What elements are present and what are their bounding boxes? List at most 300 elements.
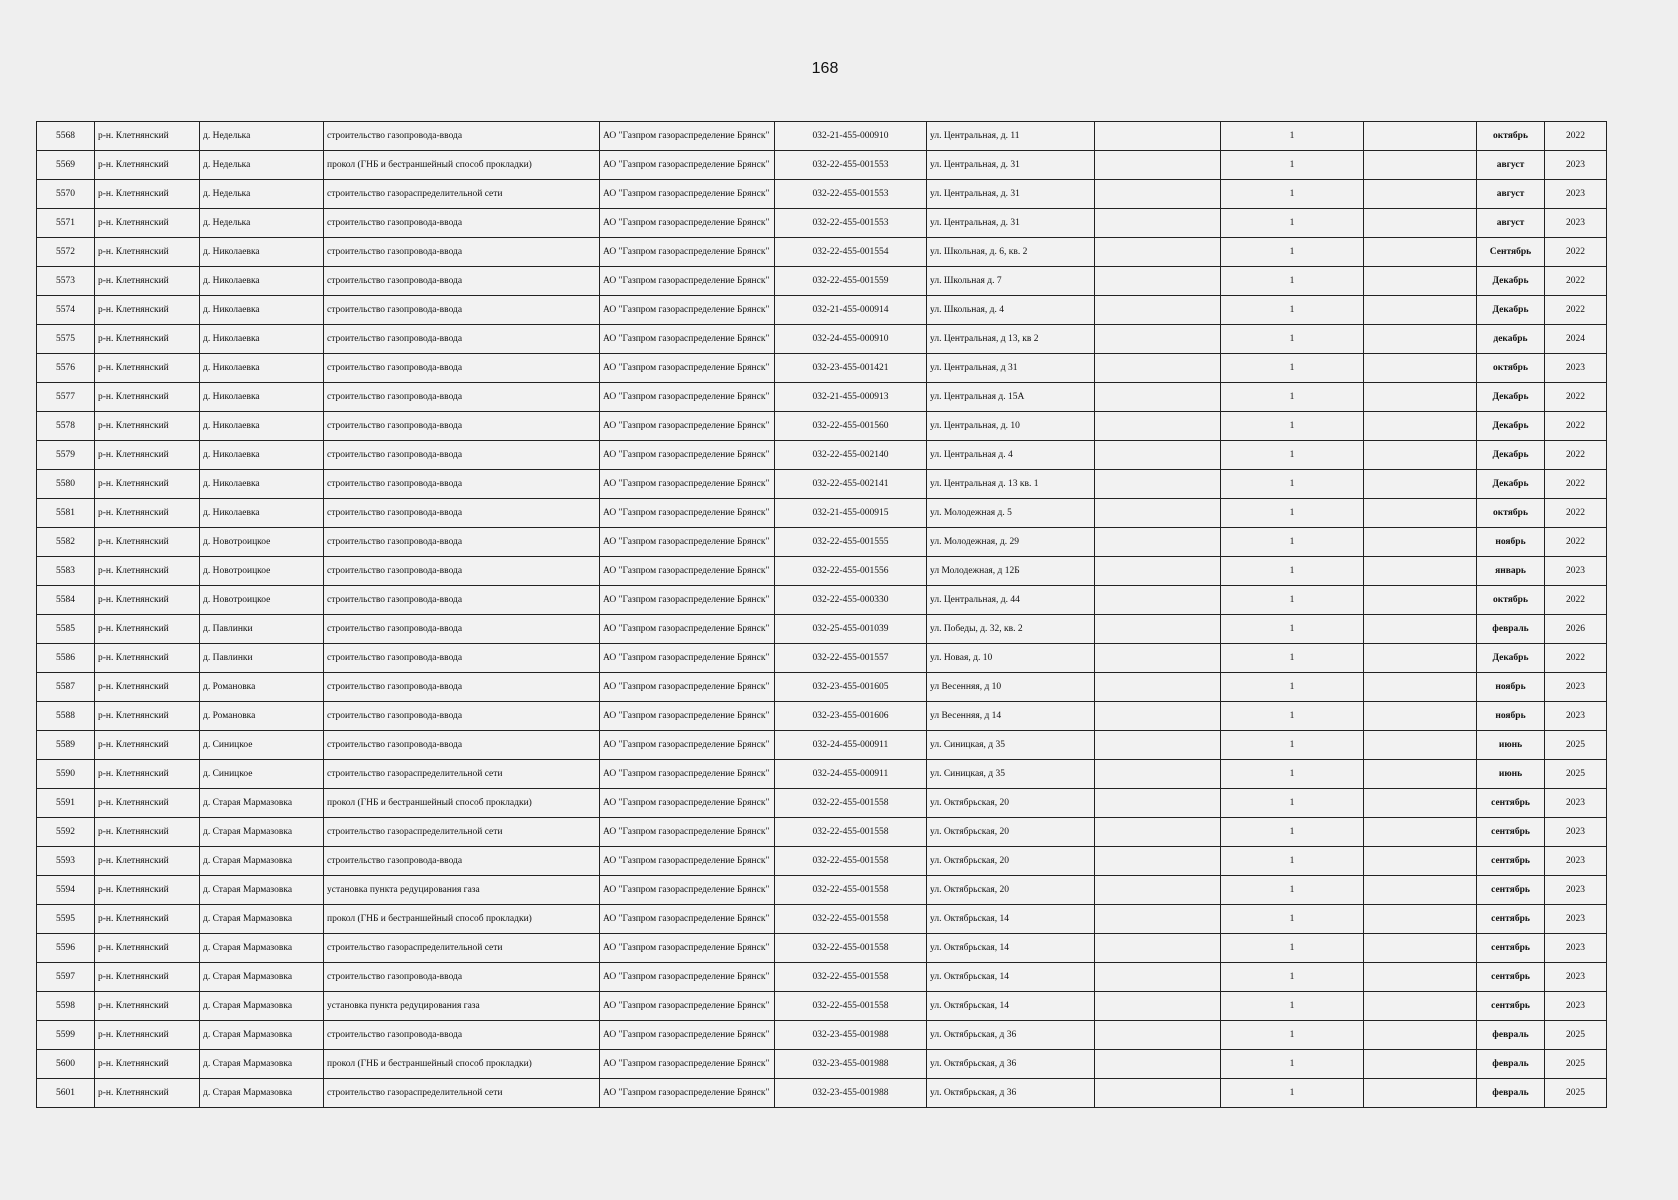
cell-code: 032-22-455-001558 — [775, 818, 927, 847]
cell-month: август — [1477, 151, 1545, 180]
cell-empty1 — [1095, 267, 1221, 296]
cell-address: ул. Октябрьская, 20 — [927, 789, 1095, 818]
cell-settlement: д. Старая Мармазовка — [200, 818, 324, 847]
cell-empty1 — [1095, 441, 1221, 470]
cell-count: 1 — [1221, 209, 1364, 238]
cell-num: 5592 — [37, 818, 95, 847]
cell-address: ул. Центральная, д. 31 — [927, 209, 1095, 238]
cell-empty2 — [1364, 731, 1477, 760]
cell-settlement: д. Павлинки — [200, 644, 324, 673]
cell-month: сентябрь — [1477, 789, 1545, 818]
cell-empty2 — [1364, 441, 1477, 470]
cell-year: 2022 — [1545, 296, 1607, 325]
cell-settlement: д. Старая Мармазовка — [200, 905, 324, 934]
cell-organization: АО "Газпром газораспределение Брянск" — [600, 876, 775, 905]
cell-count: 1 — [1221, 586, 1364, 615]
cell-settlement: д. Старая Мармазовка — [200, 963, 324, 992]
cell-num: 5577 — [37, 383, 95, 412]
cell-empty2 — [1364, 267, 1477, 296]
cell-month: октябрь — [1477, 499, 1545, 528]
cell-work: строительство газопровода-ввода — [324, 615, 600, 644]
cell-organization: АО "Газпром газораспределение Брянск" — [600, 383, 775, 412]
cell-code: 032-22-455-001554 — [775, 238, 927, 267]
table-row — [37, 238, 1607, 267]
cell-organization: АО "Газпром газораспределение Брянск" — [600, 905, 775, 934]
cell-organization: АО "Газпром газораспределение Брянск" — [600, 644, 775, 673]
table-row — [37, 151, 1607, 180]
cell-count: 1 — [1221, 528, 1364, 557]
cell-num: 5595 — [37, 905, 95, 934]
cell-empty1 — [1095, 702, 1221, 731]
cell-num: 5596 — [37, 934, 95, 963]
cell-settlement: д. Старая Мармазовка — [200, 1079, 324, 1108]
cell-work: строительство газопровода-ввода — [324, 557, 600, 586]
cell-month: сентябрь — [1477, 876, 1545, 905]
cell-count: 1 — [1221, 847, 1364, 876]
cell-organization: АО "Газпром газораспределение Брянск" — [600, 470, 775, 499]
cell-month: июнь — [1477, 760, 1545, 789]
cell-count: 1 — [1221, 499, 1364, 528]
cell-work: установка пункта редуцирования газа — [324, 992, 600, 1021]
cell-code: 032-21-455-000915 — [775, 499, 927, 528]
cell-address: ул. Победы, д. 32, кв. 2 — [927, 615, 1095, 644]
cell-organization: АО "Газпром газораспределение Брянск" — [600, 528, 775, 557]
cell-district: р-н. Клетнянский — [95, 499, 200, 528]
cell-address: ул. Новая, д. 10 — [927, 644, 1095, 673]
cell-count: 1 — [1221, 180, 1364, 209]
cell-work: установка пункта редуцирования газа — [324, 876, 600, 905]
page-number: 168 — [811, 60, 839, 77]
cell-month: сентябрь — [1477, 934, 1545, 963]
cell-month: сентябрь — [1477, 847, 1545, 876]
cell-address: ул. Октябрьская, 14 — [927, 963, 1095, 992]
cell-code: 032-24-455-000911 — [775, 731, 927, 760]
cell-district: р-н. Клетнянский — [95, 702, 200, 731]
cell-year: 2022 — [1545, 238, 1607, 267]
cell-num: 5578 — [37, 412, 95, 441]
cell-code: 032-22-455-001559 — [775, 267, 927, 296]
cell-num: 5581 — [37, 499, 95, 528]
cell-district: р-н. Клетнянский — [95, 151, 200, 180]
cell-settlement: д. Старая Мармазовка — [200, 789, 324, 818]
cell-year: 2022 — [1545, 499, 1607, 528]
cell-code: 032-21-455-000913 — [775, 383, 927, 412]
cell-work: строительство газопровода-ввода — [324, 528, 600, 557]
cell-work: строительство газопровода-ввода — [324, 702, 600, 731]
cell-address: ул. Центральная, д. 10 — [927, 412, 1095, 441]
cell-code: 032-22-455-001557 — [775, 644, 927, 673]
cell-count: 1 — [1221, 673, 1364, 702]
cell-district: р-н. Клетнянский — [95, 905, 200, 934]
cell-work: строительство газопровода-ввода — [324, 963, 600, 992]
cell-district: р-н. Клетнянский — [95, 760, 200, 789]
cell-count: 1 — [1221, 383, 1364, 412]
cell-num: 5587 — [37, 673, 95, 702]
cell-code: 032-22-455-001558 — [775, 905, 927, 934]
cell-settlement: д. Старая Мармазовка — [200, 876, 324, 905]
cell-settlement: д. Старая Мармазовка — [200, 847, 324, 876]
cell-num: 5601 — [37, 1079, 95, 1108]
cell-address: ул. Центральная д. 15А — [927, 383, 1095, 412]
cell-count: 1 — [1221, 325, 1364, 354]
cell-year: 2026 — [1545, 615, 1607, 644]
cell-empty1 — [1095, 818, 1221, 847]
cell-year: 2022 — [1545, 383, 1607, 412]
cell-month: июнь — [1477, 731, 1545, 760]
cell-work: прокол (ГНБ и бестраншейный способ прокладки) — [324, 789, 600, 818]
cell-empty1 — [1095, 528, 1221, 557]
table-row — [37, 876, 1607, 905]
table-row — [37, 673, 1607, 702]
cell-settlement: д. Николаевка — [200, 296, 324, 325]
cell-district: р-н. Клетнянский — [95, 441, 200, 470]
table-row — [37, 702, 1607, 731]
cell-work: строительство газопровода-ввода — [324, 209, 600, 238]
cell-settlement: д. Синицкое — [200, 760, 324, 789]
cell-settlement: д. Старая Мармазовка — [200, 1021, 324, 1050]
cell-month: октябрь — [1477, 586, 1545, 615]
cell-district: р-н. Клетнянский — [95, 586, 200, 615]
cell-num: 5586 — [37, 644, 95, 673]
cell-month: февраль — [1477, 615, 1545, 644]
cell-code: 032-22-455-001556 — [775, 557, 927, 586]
cell-organization: АО "Газпром газораспределение Брянск" — [600, 412, 775, 441]
cell-empty1 — [1095, 209, 1221, 238]
cell-empty1 — [1095, 644, 1221, 673]
cell-work: прокол (ГНБ и бестраншейный способ прокладки) — [324, 151, 600, 180]
cell-month: август — [1477, 180, 1545, 209]
cell-year: 2024 — [1545, 325, 1607, 354]
cell-month: декабрь — [1477, 325, 1545, 354]
cell-settlement: д. Романовка — [200, 702, 324, 731]
cell-empty2 — [1364, 296, 1477, 325]
cell-empty1 — [1095, 499, 1221, 528]
cell-num: 5589 — [37, 731, 95, 760]
cell-code: 032-21-455-000914 — [775, 296, 927, 325]
cell-num: 5584 — [37, 586, 95, 615]
cell-num: 5588 — [37, 702, 95, 731]
cell-count: 1 — [1221, 412, 1364, 441]
cell-organization: АО "Газпром газораспределение Брянск" — [600, 267, 775, 296]
cell-district: р-н. Клетнянский — [95, 992, 200, 1021]
cell-organization: АО "Газпром газораспределение Брянск" — [600, 209, 775, 238]
cell-work: строительство газопровода-ввода — [324, 296, 600, 325]
cell-organization: АО "Газпром газораспределение Брянск" — [600, 1079, 775, 1108]
cell-address: ул. Центральная, д. 31 — [927, 180, 1095, 209]
cell-count: 1 — [1221, 557, 1364, 586]
cell-address: ул. Центральная, д 13, кв 2 — [927, 325, 1095, 354]
cell-num: 5569 — [37, 151, 95, 180]
cell-month: сентябрь — [1477, 818, 1545, 847]
table-row — [37, 441, 1607, 470]
cell-num: 5570 — [37, 180, 95, 209]
cell-address: ул. Центральная, д. 44 — [927, 586, 1095, 615]
cell-month: Декабрь — [1477, 412, 1545, 441]
cell-settlement: д. Старая Мармазовка — [200, 992, 324, 1021]
cell-code: 032-22-455-002141 — [775, 470, 927, 499]
table-row — [37, 470, 1607, 499]
cell-empty2 — [1364, 499, 1477, 528]
table-row — [37, 267, 1607, 296]
cell-count: 1 — [1221, 702, 1364, 731]
cell-code: 032-24-455-000911 — [775, 760, 927, 789]
cell-empty1 — [1095, 1050, 1221, 1079]
table-row — [37, 847, 1607, 876]
cell-month: сентябрь — [1477, 992, 1545, 1021]
cell-empty1 — [1095, 238, 1221, 267]
table-row — [37, 963, 1607, 992]
cell-code: 032-22-455-001553 — [775, 209, 927, 238]
cell-address: ул Молодежная, д 12Б — [927, 557, 1095, 586]
cell-empty2 — [1364, 383, 1477, 412]
cell-empty2 — [1364, 702, 1477, 731]
cell-settlement: д. Николаевка — [200, 383, 324, 412]
cell-month: сентябрь — [1477, 963, 1545, 992]
cell-num: 5590 — [37, 760, 95, 789]
cell-organization: АО "Газпром газораспределение Брянск" — [600, 963, 775, 992]
cell-empty1 — [1095, 383, 1221, 412]
cell-organization: АО "Газпром газораспределение Брянск" — [600, 151, 775, 180]
cell-num: 5568 — [37, 122, 95, 151]
cell-address: ул. Октябрьская, 20 — [927, 818, 1095, 847]
cell-code: 032-23-455-001605 — [775, 673, 927, 702]
cell-empty1 — [1095, 731, 1221, 760]
cell-year: 2025 — [1545, 1079, 1607, 1108]
cell-count: 1 — [1221, 905, 1364, 934]
cell-code: 032-22-455-001553 — [775, 151, 927, 180]
cell-year: 2023 — [1545, 934, 1607, 963]
cell-num: 5576 — [37, 354, 95, 383]
cell-code: 032-22-455-001558 — [775, 992, 927, 1021]
cell-settlement: д. Николаевка — [200, 412, 324, 441]
cell-num: 5583 — [37, 557, 95, 586]
cell-month: февраль — [1477, 1021, 1545, 1050]
cell-month: октябрь — [1477, 122, 1545, 151]
cell-address: ул. Октябрьская, 14 — [927, 905, 1095, 934]
cell-year: 2023 — [1545, 876, 1607, 905]
cell-count: 1 — [1221, 934, 1364, 963]
cell-year: 2023 — [1545, 992, 1607, 1021]
table-row — [37, 760, 1607, 789]
cell-work: строительство газопровода-ввода — [324, 673, 600, 702]
cell-organization: АО "Газпром газораспределение Брянск" — [600, 789, 775, 818]
cell-district: р-н. Клетнянский — [95, 209, 200, 238]
cell-empty1 — [1095, 615, 1221, 644]
cell-num: 5579 — [37, 441, 95, 470]
cell-empty1 — [1095, 470, 1221, 499]
cell-month: октябрь — [1477, 354, 1545, 383]
cell-empty2 — [1364, 238, 1477, 267]
cell-month: Декабрь — [1477, 441, 1545, 470]
cell-count: 1 — [1221, 1050, 1364, 1079]
cell-code: 032-23-455-001988 — [775, 1079, 927, 1108]
cell-num: 5591 — [37, 789, 95, 818]
cell-count: 1 — [1221, 615, 1364, 644]
cell-address: ул. Молодежная д. 5 — [927, 499, 1095, 528]
table-row — [37, 122, 1607, 151]
cell-empty2 — [1364, 934, 1477, 963]
cell-district: р-н. Клетнянский — [95, 412, 200, 441]
cell-empty1 — [1095, 151, 1221, 180]
cell-district: р-н. Клетнянский — [95, 1050, 200, 1079]
cell-settlement: д. Николаевка — [200, 470, 324, 499]
table-row — [37, 934, 1607, 963]
cell-district: р-н. Клетнянский — [95, 615, 200, 644]
table-row — [37, 1050, 1607, 1079]
table-row — [37, 412, 1607, 441]
table-row — [37, 992, 1607, 1021]
cell-address: ул. Центральная д. 13 кв. 1 — [927, 470, 1095, 499]
cell-empty1 — [1095, 1021, 1221, 1050]
cell-empty2 — [1364, 180, 1477, 209]
cell-code: 032-23-455-001988 — [775, 1050, 927, 1079]
cell-district: р-н. Клетнянский — [95, 528, 200, 557]
cell-address: ул. Октябрьская, 20 — [927, 876, 1095, 905]
cell-address: ул Весенняя, д 10 — [927, 673, 1095, 702]
cell-address: ул. Школьная д. 7 — [927, 267, 1095, 296]
cell-empty2 — [1364, 557, 1477, 586]
cell-count: 1 — [1221, 441, 1364, 470]
cell-address: ул. Центральная, д 31 — [927, 354, 1095, 383]
cell-address: ул. Октябрьская, д 36 — [927, 1079, 1095, 1108]
cell-count: 1 — [1221, 992, 1364, 1021]
cell-organization: АО "Газпром газораспределение Брянск" — [600, 1021, 775, 1050]
cell-month: февраль — [1477, 1050, 1545, 1079]
cell-count: 1 — [1221, 1021, 1364, 1050]
cell-empty1 — [1095, 557, 1221, 586]
cell-work: строительство газопровода-ввода — [324, 122, 600, 151]
cell-district: р-н. Клетнянский — [95, 267, 200, 296]
cell-code: 032-22-455-000330 — [775, 586, 927, 615]
cell-year: 2025 — [1545, 1021, 1607, 1050]
cell-organization: АО "Газпром газораспределение Брянск" — [600, 296, 775, 325]
cell-empty1 — [1095, 122, 1221, 151]
cell-code: 032-23-455-001606 — [775, 702, 927, 731]
cell-district: р-н. Клетнянский — [95, 1021, 200, 1050]
cell-address: ул. Школьная, д. 4 — [927, 296, 1095, 325]
cell-settlement: д. Николаевка — [200, 325, 324, 354]
cell-empty2 — [1364, 905, 1477, 934]
cell-empty1 — [1095, 760, 1221, 789]
table-row — [37, 731, 1607, 760]
cell-count: 1 — [1221, 876, 1364, 905]
cell-settlement: д. Николаевка — [200, 354, 324, 383]
cell-count: 1 — [1221, 151, 1364, 180]
cell-num: 5598 — [37, 992, 95, 1021]
cell-organization: АО "Газпром газораспределение Брянск" — [600, 760, 775, 789]
cell-organization: АО "Газпром газораспределение Брянск" — [600, 238, 775, 267]
cell-empty2 — [1364, 963, 1477, 992]
cell-work: строительство газопровода-ввода — [324, 354, 600, 383]
cell-year: 2022 — [1545, 412, 1607, 441]
cell-organization: АО "Газпром газораспределение Брянск" — [600, 499, 775, 528]
cell-empty1 — [1095, 296, 1221, 325]
table-row — [37, 818, 1607, 847]
cell-num: 5593 — [37, 847, 95, 876]
cell-empty2 — [1364, 1079, 1477, 1108]
cell-code: 032-22-455-002140 — [775, 441, 927, 470]
cell-empty1 — [1095, 673, 1221, 702]
cell-year: 2023 — [1545, 209, 1607, 238]
cell-organization: АО "Газпром газораспределение Брянск" — [600, 180, 775, 209]
cell-district: р-н. Клетнянский — [95, 818, 200, 847]
cell-work: строительство газопровода-ввода — [324, 383, 600, 412]
cell-num: 5571 — [37, 209, 95, 238]
cell-year: 2023 — [1545, 180, 1607, 209]
cell-work: строительство газопровода-ввода — [324, 238, 600, 267]
cell-year: 2023 — [1545, 963, 1607, 992]
cell-count: 1 — [1221, 354, 1364, 383]
cell-code: 032-25-455-001039 — [775, 615, 927, 644]
cell-district: р-н. Клетнянский — [95, 122, 200, 151]
cell-month: ноябрь — [1477, 702, 1545, 731]
cell-num: 5585 — [37, 615, 95, 644]
cell-organization: АО "Газпром газораспределение Брянск" — [600, 731, 775, 760]
cell-district: р-н. Клетнянский — [95, 325, 200, 354]
cell-work: строительство газораспределительной сети — [324, 760, 600, 789]
cell-district: р-н. Клетнянский — [95, 470, 200, 499]
cell-year: 2023 — [1545, 702, 1607, 731]
cell-count: 1 — [1221, 731, 1364, 760]
cell-organization: АО "Газпром газораспределение Брянск" — [600, 1050, 775, 1079]
cell-settlement: д. Неделька — [200, 122, 324, 151]
cell-month: Сентябрь — [1477, 238, 1545, 267]
cell-num: 5575 — [37, 325, 95, 354]
cell-work: строительство газопровода-ввода — [324, 1021, 600, 1050]
cell-settlement: д. Павлинки — [200, 615, 324, 644]
cell-work: прокол (ГНБ и бестраншейный способ прокладки) — [324, 1050, 600, 1079]
cell-empty2 — [1364, 818, 1477, 847]
cell-work: строительство газораспределительной сети — [324, 180, 600, 209]
cell-address: ул. Центральная, д. 11 — [927, 122, 1095, 151]
cell-month: февраль — [1477, 1079, 1545, 1108]
table-row — [37, 586, 1607, 615]
cell-num: 5580 — [37, 470, 95, 499]
cell-empty2 — [1364, 1021, 1477, 1050]
cell-empty2 — [1364, 151, 1477, 180]
cell-address: ул. Синицкая, д 35 — [927, 760, 1095, 789]
cell-empty2 — [1364, 122, 1477, 151]
cell-empty2 — [1364, 586, 1477, 615]
cell-year: 2023 — [1545, 151, 1607, 180]
cell-work: строительство газораспределительной сети — [324, 934, 600, 963]
cell-district: р-н. Клетнянский — [95, 847, 200, 876]
cell-address: ул. Октябрьская, 20 — [927, 847, 1095, 876]
cell-empty1 — [1095, 412, 1221, 441]
cell-settlement: д. Новотроицкое — [200, 557, 324, 586]
cell-organization: АО "Газпром газораспределение Брянск" — [600, 818, 775, 847]
cell-num: 5573 — [37, 267, 95, 296]
cell-year: 2022 — [1545, 441, 1607, 470]
cell-month: январь — [1477, 557, 1545, 586]
cell-empty1 — [1095, 876, 1221, 905]
table-row — [37, 499, 1607, 528]
cell-work: строительство газораспределительной сети — [324, 818, 600, 847]
cell-year: 2022 — [1545, 470, 1607, 499]
cell-organization: АО "Газпром газораспределение Брянск" — [600, 992, 775, 1021]
table-row — [37, 528, 1607, 557]
cell-district: р-н. Клетнянский — [95, 296, 200, 325]
cell-district: р-н. Клетнянский — [95, 673, 200, 702]
cell-settlement: д. Николаевка — [200, 499, 324, 528]
cell-month: Декабрь — [1477, 470, 1545, 499]
cell-settlement: д. Синицкое — [200, 731, 324, 760]
cell-month: Декабрь — [1477, 383, 1545, 412]
cell-settlement: д. Старая Мармазовка — [200, 934, 324, 963]
cell-count: 1 — [1221, 238, 1364, 267]
cell-count: 1 — [1221, 963, 1364, 992]
table-row — [37, 557, 1607, 586]
